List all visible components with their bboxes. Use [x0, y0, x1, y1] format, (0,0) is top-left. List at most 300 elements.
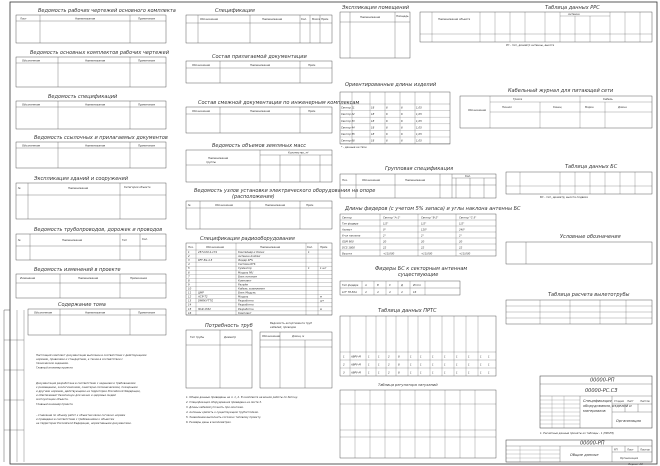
svg-text:Прим.: Прим. [308, 64, 317, 67]
title-specification: Спецификация [215, 8, 255, 14]
table-cell: 15 [188, 307, 192, 311]
table-cell: 1,05 [416, 113, 422, 117]
title-base-sets: Ведомость основных комплектов рабочих чертежей [30, 50, 169, 56]
table-cell: АВРУ-М [351, 371, 361, 375]
table-cell: 1 [444, 371, 446, 375]
table-cell: 16 [188, 311, 192, 315]
title-attached-docs: Состав прилагаемой документации [212, 54, 307, 60]
svg-text:№: № [18, 239, 21, 242]
svg-text:Наименование: Наименование [85, 103, 106, 107]
table-cell: Высота [342, 252, 352, 256]
svg-text:Конец: Конец [553, 106, 562, 109]
svg-text:Наименование: Наименование [265, 204, 286, 207]
table-cell: 120° [421, 228, 428, 232]
table-cell: 1/2" [459, 222, 465, 226]
table-cell: 6 [401, 139, 403, 143]
svg-text:Длина: Длина [618, 106, 627, 109]
svg-text:Примечание: Примечание [138, 17, 155, 21]
table-cell: Д [401, 284, 404, 287]
table-cell: Модуль MU [238, 271, 254, 275]
svg-text:5. Заземление выполнить соглас: 5. Заземление выполнить согласно типовому проекту. [186, 416, 262, 419]
table-cell: 1 шт [320, 267, 327, 271]
title-building-explication: Экспликация зданий и сооружений [34, 176, 129, 182]
title-antenna-calc: Таблица расчета вылетотрубы [548, 292, 630, 298]
table-cell: Сектор "В-2" [421, 216, 439, 220]
table-cell: 6 [353, 139, 355, 143]
title-equipment-installation: Ведомость узлов установки электрического оборудования на опоре [194, 188, 376, 194]
table-cell: 11 [188, 291, 192, 295]
svg-text:Листов: Листов [640, 448, 650, 452]
doc-code-upper-2: 00000-РС.СЗ [585, 388, 618, 394]
svg-text:Обозначение: Обозначение [362, 179, 380, 182]
rrs-table [420, 12, 652, 42]
table-cell: Сектор 4 [341, 126, 354, 130]
svg-text:Обозначение: Обозначение [22, 59, 40, 63]
svg-text:Спецификация: Спецификация [583, 399, 612, 403]
table-cell: Тип фидера [342, 284, 359, 287]
svg-text:Кол.: Кол. [307, 246, 313, 249]
svg-text:Прим.: Прим. [306, 204, 315, 207]
table-cell: 1 [444, 363, 446, 367]
title-pipes-cables: Ведомость трубопроводов, дорожек и проводов [34, 227, 163, 233]
title-reference-docs: Ведомость ссылочных и прилагаемых документов [34, 135, 168, 141]
svg-text:Лист: Лист [20, 17, 27, 21]
svg-text:Ведомость ассортимента труб: Ведомость ассортимента труб [270, 322, 312, 325]
table-cell: 20 [459, 240, 463, 244]
title-feeders-sector: Фидеры БС к секторным антеннам [375, 266, 468, 272]
table-cell: Сектор 3 [341, 119, 354, 123]
table-cell: 14 [188, 303, 192, 307]
title-bs-table: Таблица данных БС [565, 164, 618, 170]
title-attenuator: Таблица регулятора затуханий [378, 383, 438, 387]
svg-text:БС - тип, диаметр, высота подв: БС - тип, диаметр, высота подвеса [540, 196, 588, 199]
table-cell: 22 [459, 246, 463, 250]
title-pipe-demand: Потребность труб [205, 323, 253, 329]
svg-text:Кабель: Кабель [603, 98, 613, 101]
table-cell: 1 [368, 363, 370, 367]
table-cell: 4 [188, 263, 190, 267]
table-cell: 6 [386, 133, 388, 136]
svg-text:Примечание: Примечание [138, 311, 155, 315]
table-cell: 1 [468, 371, 470, 375]
svg-text:Листов: Листов [640, 400, 650, 403]
svg-text:Организация: Организация [620, 457, 639, 460]
table-cell: А [365, 284, 367, 287]
table-cell: Сектор 6 [341, 139, 354, 143]
table-cell: 1 [378, 363, 380, 367]
svg-text:Обозначение: Обозначение [262, 335, 280, 338]
table-cell: 1 [488, 355, 490, 359]
table-cell: 1,05 [416, 126, 422, 130]
svg-text:Наименование: Наименование [78, 277, 99, 280]
svg-text:на территории Российской Федер: на территории Российской Федерации, нормативными документами. [36, 422, 132, 425]
table-cell: 8 [188, 279, 190, 283]
table-cell: АСЯ-Т2 [198, 295, 208, 299]
table-cell: 4 [401, 291, 403, 294]
svg-text:Обозначение: Обозначение [206, 246, 224, 249]
table-cell: Комплект [238, 279, 252, 283]
table-cell: 18 [371, 133, 375, 136]
title-working-drawings: Ведомость рабочих чертежей основного комплекта [38, 8, 176, 14]
title-specifications: Ведомость спецификаций [48, 94, 118, 100]
table-cell: 240° [459, 228, 466, 232]
table-cell: 6 [386, 119, 388, 123]
svg-text:Обозначение: Обозначение [192, 64, 210, 67]
svg-text:Лист: Лист [627, 448, 634, 452]
table-cell: 3 [353, 119, 355, 123]
table-cell: 1 [368, 371, 370, 375]
table-cell: Антенна Andrew [238, 255, 261, 259]
table-cell: 8 [398, 355, 400, 359]
table-cell: Сектор 1 [341, 106, 354, 110]
table-cell: Итого [413, 284, 421, 287]
table-cell: 1 [188, 250, 190, 254]
svg-text:эксплуатацию объекта.: эксплуатацию объекта. [36, 398, 69, 401]
table-cell: Контейнер и блоки [238, 250, 265, 254]
table-cell: 2 [388, 363, 390, 367]
title-symbols: Условные обозначения [560, 234, 621, 240]
table-cell: Угол наклона [342, 234, 361, 238]
table-cell: 2574.00.4-174 [198, 250, 218, 254]
table-cell: 8 [398, 371, 400, 375]
table-cell: Разработка [238, 303, 254, 307]
table-cell: 18 [371, 139, 375, 143]
svg-text:кабелей, проводов: кабелей, проводов [270, 326, 296, 329]
table-cell: GSM 900 [342, 240, 354, 244]
table-cell: 5 [353, 133, 355, 136]
table-cell: 7 [188, 275, 190, 279]
svg-text:Обозначение: Обозначение [22, 144, 40, 148]
binding-strip [4, 310, 24, 462]
svg-text:Антенна: Антенна [568, 13, 580, 16]
svg-text:Формат А3: Формат А3 [628, 463, 643, 466]
svg-text:Обозначение: Обозначение [468, 109, 486, 112]
svg-text:Поз.: Поз. [188, 246, 194, 249]
svg-text:Прим.: Прим. [308, 110, 317, 113]
svg-text:Площадь: Площадь [396, 15, 409, 18]
svg-text:Кол.: Кол. [301, 18, 307, 21]
table-cell: Разработка [238, 299, 254, 303]
table-cell: 1 [456, 363, 458, 367]
svg-text:Наименование: Наименование [405, 179, 426, 182]
table-cell: 3 [343, 371, 345, 375]
svg-text:Наименование: Наименование [68, 187, 89, 190]
svg-text:к размещению, экологическими,: к размещению, экологическими, санитарно-гигиеническими, пожарными [36, 386, 138, 389]
table-cell: 10 [188, 287, 192, 291]
table-cell: С [389, 284, 391, 287]
svg-text:Кол.: Кол. [465, 175, 471, 178]
svg-text:Тип трубы: Тип трубы [190, 336, 205, 339]
table-cell: DMRK-FTTG [198, 299, 214, 303]
svg-text:4. Антенны крепить к существую: 4. Антенны крепить к существующим трубостойкам. [186, 411, 259, 414]
table-cell: 1 [488, 363, 490, 367]
table-cell: Кабель заземления [238, 287, 265, 291]
table-cell: Комплект [238, 311, 252, 315]
table-cell: 1 [480, 355, 482, 359]
table-cell: 1 [432, 363, 434, 367]
table-cell: 4 [353, 126, 355, 130]
table-cell: +15,000 [383, 252, 395, 256]
table-cell: 1 [456, 371, 458, 375]
radio-spec-rows [186, 250, 332, 315]
svg-text:Главный инженер проекта: Главный инженер проекта [36, 403, 73, 406]
table-cell: 9 [188, 283, 190, 287]
svg-text:Настоящий комплект документаци: Настоящий комплект документации выполнен в соответствии с действующими [36, 354, 147, 357]
svg-text:Обозначение: Обозначение [200, 18, 218, 21]
svg-text:Трасса: Трасса [513, 98, 523, 101]
table-cell: 6 [401, 126, 403, 130]
bs-table [506, 172, 652, 194]
table-cell: 1,05 [416, 133, 422, 136]
table-cell: 12 [188, 295, 192, 299]
table-cell: 22 [383, 246, 387, 250]
table-cell: Блок Модуль [238, 291, 256, 295]
table-cell: Сектор 2 [341, 113, 354, 117]
table-cell: Разработка [238, 307, 254, 311]
table-cell: 1 [410, 363, 412, 367]
table-cell: 2 [388, 371, 390, 375]
svg-text:Марка: Марка [585, 106, 594, 109]
table-cell: Разъём [238, 283, 248, 287]
title-rooms-explication: Экспликация помещений [342, 5, 410, 11]
svg-text:Наименование: Наименование [260, 246, 281, 249]
title-oriented-lengths: Ориентированные длины изделий [345, 82, 437, 88]
table-cell: 18 [371, 119, 375, 123]
table-cell: 20 [421, 240, 425, 244]
table-cell: Сектор "А-1" [383, 216, 401, 220]
table-cell: м [320, 307, 322, 311]
table-cell: 1 [432, 355, 434, 359]
svg-text:Наименование: Наименование [85, 59, 106, 63]
title-prts-table: Таблица данных ПРТС [378, 308, 437, 314]
svg-text:№: № [18, 187, 21, 190]
svg-text:материалов: материалов [583, 409, 606, 413]
column-4 [420, 5, 652, 324]
svg-text:Наименование: Наименование [62, 239, 83, 242]
svg-text:Обозначение: Обозначение [22, 103, 40, 107]
table-cell: АВРУ-М [351, 363, 361, 367]
table-cell: 6 [386, 113, 388, 117]
table-cell: 1 [468, 355, 470, 359]
table-cell: Модуль [238, 295, 249, 299]
svg-text:Примечание: Примечание [138, 103, 155, 107]
svg-text:Примечание: Примечание [130, 277, 147, 280]
svg-text:РП: РП [614, 448, 618, 452]
title-group-spec: Групповая спецификация [385, 166, 454, 172]
table-cell: В [377, 284, 379, 287]
table-cell: Азимут [342, 228, 352, 232]
table-cell: 18 [371, 106, 375, 110]
table-cell: 6 [386, 139, 388, 143]
table-cell: 1/2" [383, 222, 389, 226]
title-contents: Содержание тома [58, 302, 106, 308]
svg-text:Наименование: Наименование [360, 16, 381, 19]
table-cell: 1/2" [421, 222, 427, 226]
table-cell: 1 [456, 355, 458, 359]
table-cell: Сектор 5 [341, 133, 354, 136]
table-cell: 4 [365, 291, 367, 294]
table-cell: 4 [377, 291, 379, 294]
table-cell: 1 [432, 371, 434, 375]
table-cell: шт [320, 299, 324, 303]
table-cell: 1 [444, 355, 446, 359]
svg-text:и другими нормами, действующим: и другими нормами, действующими на территории Российской Федерации, [36, 390, 141, 393]
table-cell: Сектор "С-3" [459, 216, 477, 220]
svg-text:Примечание: Примечание [138, 59, 155, 63]
table-cell: LCF 78-50A [342, 291, 357, 294]
table-cell: 2 [188, 255, 190, 259]
svg-text:3. Длины кабелей уточнить при: 3. Длины кабелей уточнить при монтаже. [186, 406, 244, 409]
table-cell: 6 [401, 113, 403, 117]
svg-text:Поз.: Поз. [342, 179, 348, 182]
table-cell: 8 [398, 363, 400, 367]
svg-text:Наименование: Наименование [250, 110, 271, 113]
table-cell: 5 [188, 267, 190, 271]
table-cell: Сектор [342, 216, 352, 220]
general-notes-block [35, 353, 147, 425]
table-cell: 0° [383, 228, 386, 232]
table-cell: 4 [389, 291, 391, 294]
title-radio-spec: Спецификация радиооборудования [200, 236, 295, 242]
svg-text:Наименование: Наименование [250, 64, 271, 67]
table-cell: 1 [353, 106, 355, 110]
table-cell: Фидер RFS [238, 259, 253, 263]
numbered-notes [186, 395, 298, 424]
svg-text:Прим.: Прим. [320, 246, 329, 249]
table-cell: 1,05 [416, 119, 422, 123]
svg-text:и обеспечивает безопасную для: и обеспечивает безопасную для жизни и здоровья людей [36, 394, 116, 397]
title-block-lower [506, 440, 652, 466]
title-attached-engineering: Состав смежной документации по инженерным комплексам [198, 100, 360, 106]
svg-text:Прим.: Прим. [321, 18, 330, 21]
table-cell: 1 [410, 371, 412, 375]
svg-text:Наименование объекта: Наименование объекта [438, 18, 471, 21]
svg-text:(расположения): (расположения) [232, 194, 275, 200]
table-cell: DCS 1800 [342, 246, 355, 250]
table-cell: 3 [188, 259, 190, 263]
table-cell: Сумматор [238, 267, 252, 271]
table-cell: 1 [410, 355, 412, 359]
table-cell: Система RFS [238, 263, 256, 267]
table-cell: 2° [421, 234, 424, 238]
table-cell: 1 [343, 355, 345, 359]
svg-text:Начало: Начало [502, 106, 512, 109]
svg-text:Организация: Организация [616, 419, 641, 423]
svg-text:2. Спецификация оборудования п: 2. Спецификация оборудования приведена на листе 3. [186, 401, 262, 404]
table-cell: 1 [420, 363, 422, 367]
table-cell: 6 [386, 106, 388, 110]
svg-text:Наименование: Наименование [75, 17, 96, 21]
svg-text:нормами, правилами и стандарта: нормами, правилами и стандартами, а также в соответствии с [36, 358, 123, 361]
title-cable-log: Кабельный журнал для питающей сети [508, 88, 614, 94]
table-cell: 16 [413, 291, 417, 294]
table-cell: 1 [378, 355, 380, 359]
svg-text:группы: группы [206, 161, 216, 164]
table-cell: ЦМР [198, 291, 204, 295]
table-cell: 2° [383, 234, 386, 238]
table-cell: +15,000 [421, 252, 433, 256]
table-cell: ЭАЯ-1532 [198, 307, 211, 311]
svg-text:1. Расчетные данные приняты из: 1. Расчетные данные приняты из таблицы - 1 (МИ-РЭ) [540, 432, 614, 435]
table-cell: Блок питания [238, 275, 257, 279]
table-cell: 1,05 [416, 139, 422, 143]
title-changes: Ведомость изменений в проекте [34, 267, 121, 273]
svg-text:Тип: Тип [122, 239, 127, 242]
svg-text:Стадия: Стадия [614, 400, 624, 403]
svg-text:6. Размеры даны в миллиметрах.: 6. Размеры даны в миллиметрах. [186, 421, 232, 424]
column-1 [16, 8, 176, 425]
table-cell: АВРУ-М [351, 355, 361, 359]
doc-code-lower: 00000-РП [580, 440, 605, 447]
svg-text:Наименование: Наименование [208, 157, 229, 160]
svg-text:Наименование: Наименование [262, 18, 283, 21]
svg-text:Масса: Масса [312, 18, 321, 21]
table-cell: 18 [371, 113, 375, 117]
table-cell: 18 [371, 126, 375, 130]
svg-text:Категория объекта: Категория объекта [124, 186, 151, 189]
svg-text:* - данные на техн: * - данные на техн [341, 146, 367, 149]
table-cell: 13 [188, 299, 192, 303]
title-block-upper [540, 376, 652, 435]
svg-text:и приведено в соответствие с т: и приведено в соответствие с требованиями к объектам [36, 418, 115, 421]
table-cell: RFF-5G-4.5 [198, 259, 213, 263]
table-cell: м [320, 295, 322, 299]
svg-text:- отнесение по объему работ к: - отнесение по объему работ к объектам связи согласно нормам [36, 414, 126, 417]
svg-text:Диаметр: Диаметр [224, 336, 237, 339]
svg-text:Наименование: Наименование [85, 144, 106, 148]
title-rrs-table: Таблица данных РРС [545, 5, 600, 11]
table-cell: 1 [308, 267, 310, 271]
table-cell: 1 [420, 355, 422, 359]
table-cell: +15,000 [459, 252, 471, 256]
table-cell: 6 [401, 133, 403, 136]
svg-text:Обозначение: Обозначение [192, 110, 210, 113]
table-cell: 6 [401, 119, 403, 123]
table-cell: 1 [468, 363, 470, 367]
svg-text:Общие данные: Общие данные [570, 453, 599, 457]
table-cell: 1 [480, 371, 482, 375]
title-volume: Ведомость объемов земляных масс [212, 143, 306, 149]
table-cell: 1 [480, 363, 482, 367]
table-cell: 1 [308, 250, 310, 254]
table-cell: 2 [343, 363, 345, 367]
table-cell: 2 [388, 355, 390, 359]
table-cell: 6 [401, 106, 403, 110]
svg-text:техническим заданием.: техническим заданием. [36, 362, 69, 365]
title-feeder-lengths: Длины фидеров (с учетом 5% запаса) и углы наклона антенны БС [345, 206, 521, 212]
svg-text:Лист: Лист [627, 400, 634, 403]
column-3 [340, 5, 521, 458]
table-cell: 20 [383, 240, 387, 244]
svg-text:Главный инженер проекта: Главный инженер проекта [36, 366, 73, 370]
table-cell: 2° [459, 234, 462, 238]
doc-code-upper-1: 00000-РП [590, 377, 615, 384]
svg-text:Кол.: Кол. [142, 238, 148, 241]
table-cell: Тип фидера [342, 222, 359, 226]
svg-text:№: № [188, 204, 191, 207]
svg-text:Обозначение: Обозначение [215, 204, 233, 207]
svg-text:Примечание: Примечание [138, 144, 155, 148]
table-cell: 1 [378, 371, 380, 375]
svg-text:Документация разработана в соо: Документация разработана в соответствии с заданием и требованиями [36, 382, 136, 385]
table-cell: 22 [421, 246, 425, 250]
table-cell: 6 [188, 271, 190, 275]
svg-text:Обозначение: Обозначение [34, 311, 52, 315]
table-cell: 6 [386, 126, 388, 130]
svg-text:Количество, м³: Количество, м³ [288, 151, 309, 155]
table-cell: 1 [368, 355, 370, 359]
svg-text:Наименование: Наименование [85, 311, 106, 315]
